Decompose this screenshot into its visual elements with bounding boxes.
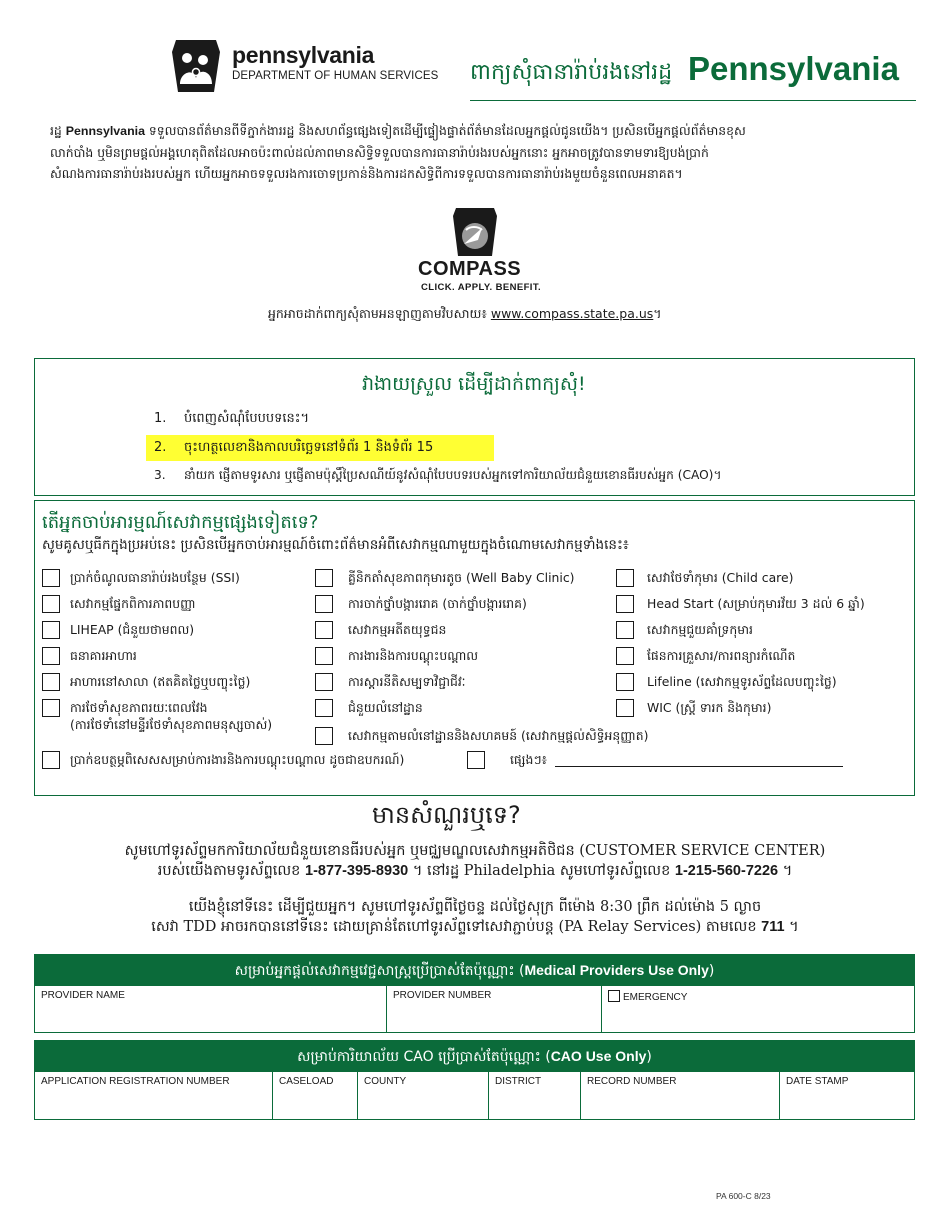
compass-tagline: CLICK. APPLY. BENEFIT.	[421, 282, 542, 293]
service-label: ប្រាក់ឧបត្ថម្ភពិសេសសម្រាប់ការងារនិងការបណ្តុះបណ្តាល ដូចជាឧបករណ៍)	[70, 752, 405, 767]
service-label: ការងារនិងការបណ្តុះបណ្តាល	[348, 648, 479, 663]
service-label: សេវាកម្មជួយគាំទ្រកុមារ	[647, 622, 753, 637]
service-label: ផែនការគ្រួសារ/ការពន្យារកំណើត	[647, 648, 796, 663]
phone-number-philadelphia: 1-215-560-7226	[674, 863, 779, 879]
service-label: ការចាក់ថ្នាំបង្ការរោគ (ចាក់ថ្នាំបង្ការរោគ)	[348, 596, 527, 611]
services-title: តើអ្នកចាប់អារម្មណ៍សេវាកម្មផ្សេងទៀតទេ?	[42, 512, 319, 533]
checkbox-school-meals[interactable]	[42, 673, 60, 691]
logo-department: DEPARTMENT OF HUMAN SERVICES	[232, 70, 439, 82]
provider-number-field[interactable]: PROVIDER NUMBER	[387, 986, 602, 1032]
service-label: សេវាកម្មផ្នែកពិការភាពបញ្ញា	[70, 596, 196, 611]
checkbox-housing-assistance[interactable]	[315, 699, 333, 717]
questions-hours-paragraph: យើងខ្ញុំនៅទីនេះ ដើម្បីជួយអ្នក។ សូមហៅទូរស័ព្ទពីថ្ងៃចន្ទ ដល់ថ្ងៃសុក្រ ពីម៉ោង 8:30 ព្រឹក ដល់ម៉ោង 5 ល្ងាច សេវា TDD អាចរកបាននៅទីនេះ ដោយគ្រាន់តែហៅទូរស័ព្ទទៅសេវាភ្ជាប់បន្ត (PA Relay Services) តាមលេខ 711 ។	[151, 899, 799, 935]
application-registration-number-field[interactable]: APPLICATION REGISTRATION NUMBER	[35, 1072, 273, 1119]
compass-url-link[interactable]: www.compass.state.pa.us	[490, 306, 654, 321]
provider-name-field[interactable]: PROVIDER NAME	[35, 986, 387, 1032]
emergency-field: EMERGENCY	[602, 986, 914, 1032]
service-label: ធនាគារអាហារ	[70, 648, 137, 663]
cao-use-header: សម្រាប់ការិយាល័យ CAO ប្រើប្រាស់តែប៉ុណ្ណោះ (CAO Use Only)	[34, 1040, 915, 1072]
record-number-field[interactable]: RECORD NUMBER	[581, 1072, 780, 1119]
checkbox-food-bank[interactable]	[42, 647, 60, 665]
relay-number: 711	[761, 919, 785, 935]
compass-wordmark: COMPASS	[418, 258, 522, 280]
checkbox-special-allowances[interactable]	[42, 751, 60, 769]
checkbox-child-support[interactable]	[616, 621, 634, 639]
service-label: WIC (ស្ត្រី ទារក និងកុមារ)	[647, 700, 772, 715]
service-label: សេវាកម្មអតីតយុទ្ធជន	[348, 622, 447, 637]
keystone-family-logo-icon	[170, 38, 222, 94]
service-label: Lifeline (សេវាកម្មទូរស័ព្ទដែលបញ្ចុះថ្លៃ)	[647, 674, 837, 689]
step-2: 2. ចុះហត្ថលេខានិងកាលបរិច្ឆេទនៅទំព័រ 1 និងទំព័រ 15	[154, 440, 434, 455]
questions-contact-paragraph: សូមហៅទូរស័ព្ទមកការិយាល័យជំនួយខោនធីរបស់អ្នក ឬមជ្ឈមណ្ឌលសេវាកម្មអតិថិជន (CUSTOMER SERVICE CENTER) របស់យើងតាមទូរស័ព្ទលេខ 1-877-395-8930 ។ នៅរដ្ឋ Philadelphia សូមហៅទូរស័ព្ទលេខ 1-215-560-7226 ។	[124, 843, 826, 879]
intro-state: Pennsylvania	[65, 124, 145, 138]
cao-use-fields	[34, 1072, 915, 1120]
checkbox-immunizations[interactable]	[315, 595, 333, 613]
checkbox-long-term-care[interactable]	[42, 699, 60, 717]
medical-providers-header: សម្រាប់អ្នកផ្តល់សេវាកម្មវេជ្ជសាស្ត្រប្រើប្រាស់តែប៉ុណ្ណោះ (Medical Providers Use Only)	[34, 954, 915, 986]
checkbox-employment-training[interactable]	[315, 647, 333, 665]
easy-apply-title: វាងាយស្រួល ដើម្បីដាក់ពាក្យសុំ!	[362, 373, 586, 395]
other-label: ផ្សេងៗ៖	[510, 752, 547, 767]
checkbox-wic[interactable]	[616, 699, 634, 717]
service-label: ប្រាក់ចំណូលធានារ៉ាប់រងបន្ថែម (SSI)	[70, 570, 240, 585]
emergency-checkbox[interactable]	[608, 990, 620, 1002]
service-label: ជំនួយលំនៅដ្ឋាន	[348, 700, 423, 715]
step-1: 1. បំពេញសំណុំបែបបទនេះ។	[154, 411, 310, 426]
checkbox-veterans-services[interactable]	[315, 621, 333, 639]
questions-title: មានសំណួរឬទេ?	[372, 801, 521, 829]
title-divider	[470, 100, 916, 101]
checkbox-intellectual-disability[interactable]	[42, 595, 60, 613]
checkbox-ssi[interactable]	[42, 569, 60, 587]
checkbox-other[interactable]	[467, 751, 485, 769]
service-label: Head Start (សម្រាប់កុមារវ័យ 3 ដល់ 6 ឆ្នាំ)	[647, 596, 865, 611]
intro-paragraph: រដ្ឋ Pennsylvania ទទួលបានព័ត៌មានពីទីភ្នាក់ងាររដ្ឋ និងសហព័ន្ធផ្សេងទៀតដើម្បីផ្ទៀងផ្ទាត់ព័ត៌មានដែលអ្នកផ្តល់ជូនយើង។ ប្រសិនបើអ្នកផ្តល់ព័ត៌មានខុស លាក់បាំង ឬមិនព្រមផ្តល់អង្គហេតុពិតដែលអាចប៉ះពាល់ដល់ភាពមានសិទ្ធិទទួលបានការធានារ៉ាប់រងរបស់អ្នកនោះ អ្នកអាចត្រូវបានទាមទារឱ្យបង់ប្រាក់ សំណងការធានារ៉ាប់រងរបស់អ្នក ហើយអ្នកអាចទទួលរងការចោទប្រកាន់និងការដកសិទ្ធិពីការទទួលបានការធានារ៉ាប់រងមួយចំនួនពេលអនាគត។	[50, 123, 746, 181]
logo-name: pennsylvania	[232, 42, 375, 68]
service-label: អាហារនៅសាលា (ឥតគិតថ្លៃឬបញ្ចុះថ្លៃ)	[70, 674, 251, 689]
district-field[interactable]: DISTRICT	[489, 1072, 581, 1119]
checkbox-lifeline[interactable]	[616, 673, 634, 691]
service-label: គ្លីនិកតាំសុខភាពកុមារតូច (Well Baby Clinic)	[348, 570, 575, 585]
service-label: សេវាកម្មតាមលំនៅដ្ឋាននិងសហគមន៍ (សេវាកម្មផ្តល់សិទ្ធិអនុញ្ញាត)	[348, 728, 649, 743]
checkbox-vocational-rehab[interactable]	[315, 673, 333, 691]
checkbox-family-planning[interactable]	[616, 647, 634, 665]
service-label: ការស្តារនីតិសម្បទាវិជ្ជាជីវៈ	[348, 674, 466, 689]
date-stamp-field[interactable]: DATE STAMP	[786, 1076, 849, 1087]
county-field[interactable]: COUNTY	[358, 1072, 489, 1119]
phone-number-statewide: 1-877-395-8930	[305, 863, 409, 879]
form-title-state: Pennsylvania	[688, 50, 899, 87]
form-number: PA 600-C 8/23	[716, 1191, 771, 1201]
service-label: សេវាថែទាំកុមារ (Child care)	[647, 570, 794, 585]
checkbox-home-community-services[interactable]	[315, 727, 333, 745]
service-label: LIHEAP (ជំនួយថាមពល)	[70, 622, 195, 637]
services-subtitle: សូមគូសឬធីកក្នុងប្រអប់នេះ ប្រសិនបើអ្នកចាប់អារម្មណ៍ចំពោះព័ត៌មានអំពីសេវាកម្មណាមួយក្នុងចំណោមសេវាកម្មទាំងនេះ៖	[42, 537, 629, 553]
apply-online-text: អ្នកអាចដាក់ពាក្យសុំតាមអនឡាញតាមវិបសាយ៖ www.compass.state.pa.us។	[268, 306, 662, 321]
other-input-line[interactable]	[555, 766, 843, 767]
compass-logo-icon	[452, 206, 498, 258]
form-title-khmer: ពាក្យសុំធានារ៉ាប់រងនៅរដ្ឋ	[470, 60, 673, 85]
checkbox-child-care[interactable]	[616, 569, 634, 587]
medical-providers-fields	[34, 986, 915, 1033]
caseload-field[interactable]: CASELOAD	[273, 1072, 358, 1119]
checkbox-head-start[interactable]	[616, 595, 634, 613]
checkbox-well-baby-clinic[interactable]	[315, 569, 333, 587]
service-label: ការថែទាំសុខភាពរយៈពេលវែង (ការថែទាំនៅមន្ទីរថែទាំសុខភាពមនុស្សចាស់)	[70, 700, 273, 732]
step-3: 3. នាំយក ផ្ញើតាមទូរសារ ឬផ្ញើតាមប៉ុស្តិ៍ប្រៃសណីយ៍នូវសំណុំបែបបទរបស់អ្នកទៅការិយាល័យជំនួយខោនធីរបស់អ្នក (CAO)។	[154, 468, 722, 482]
checkbox-liheap[interactable]	[42, 621, 60, 639]
